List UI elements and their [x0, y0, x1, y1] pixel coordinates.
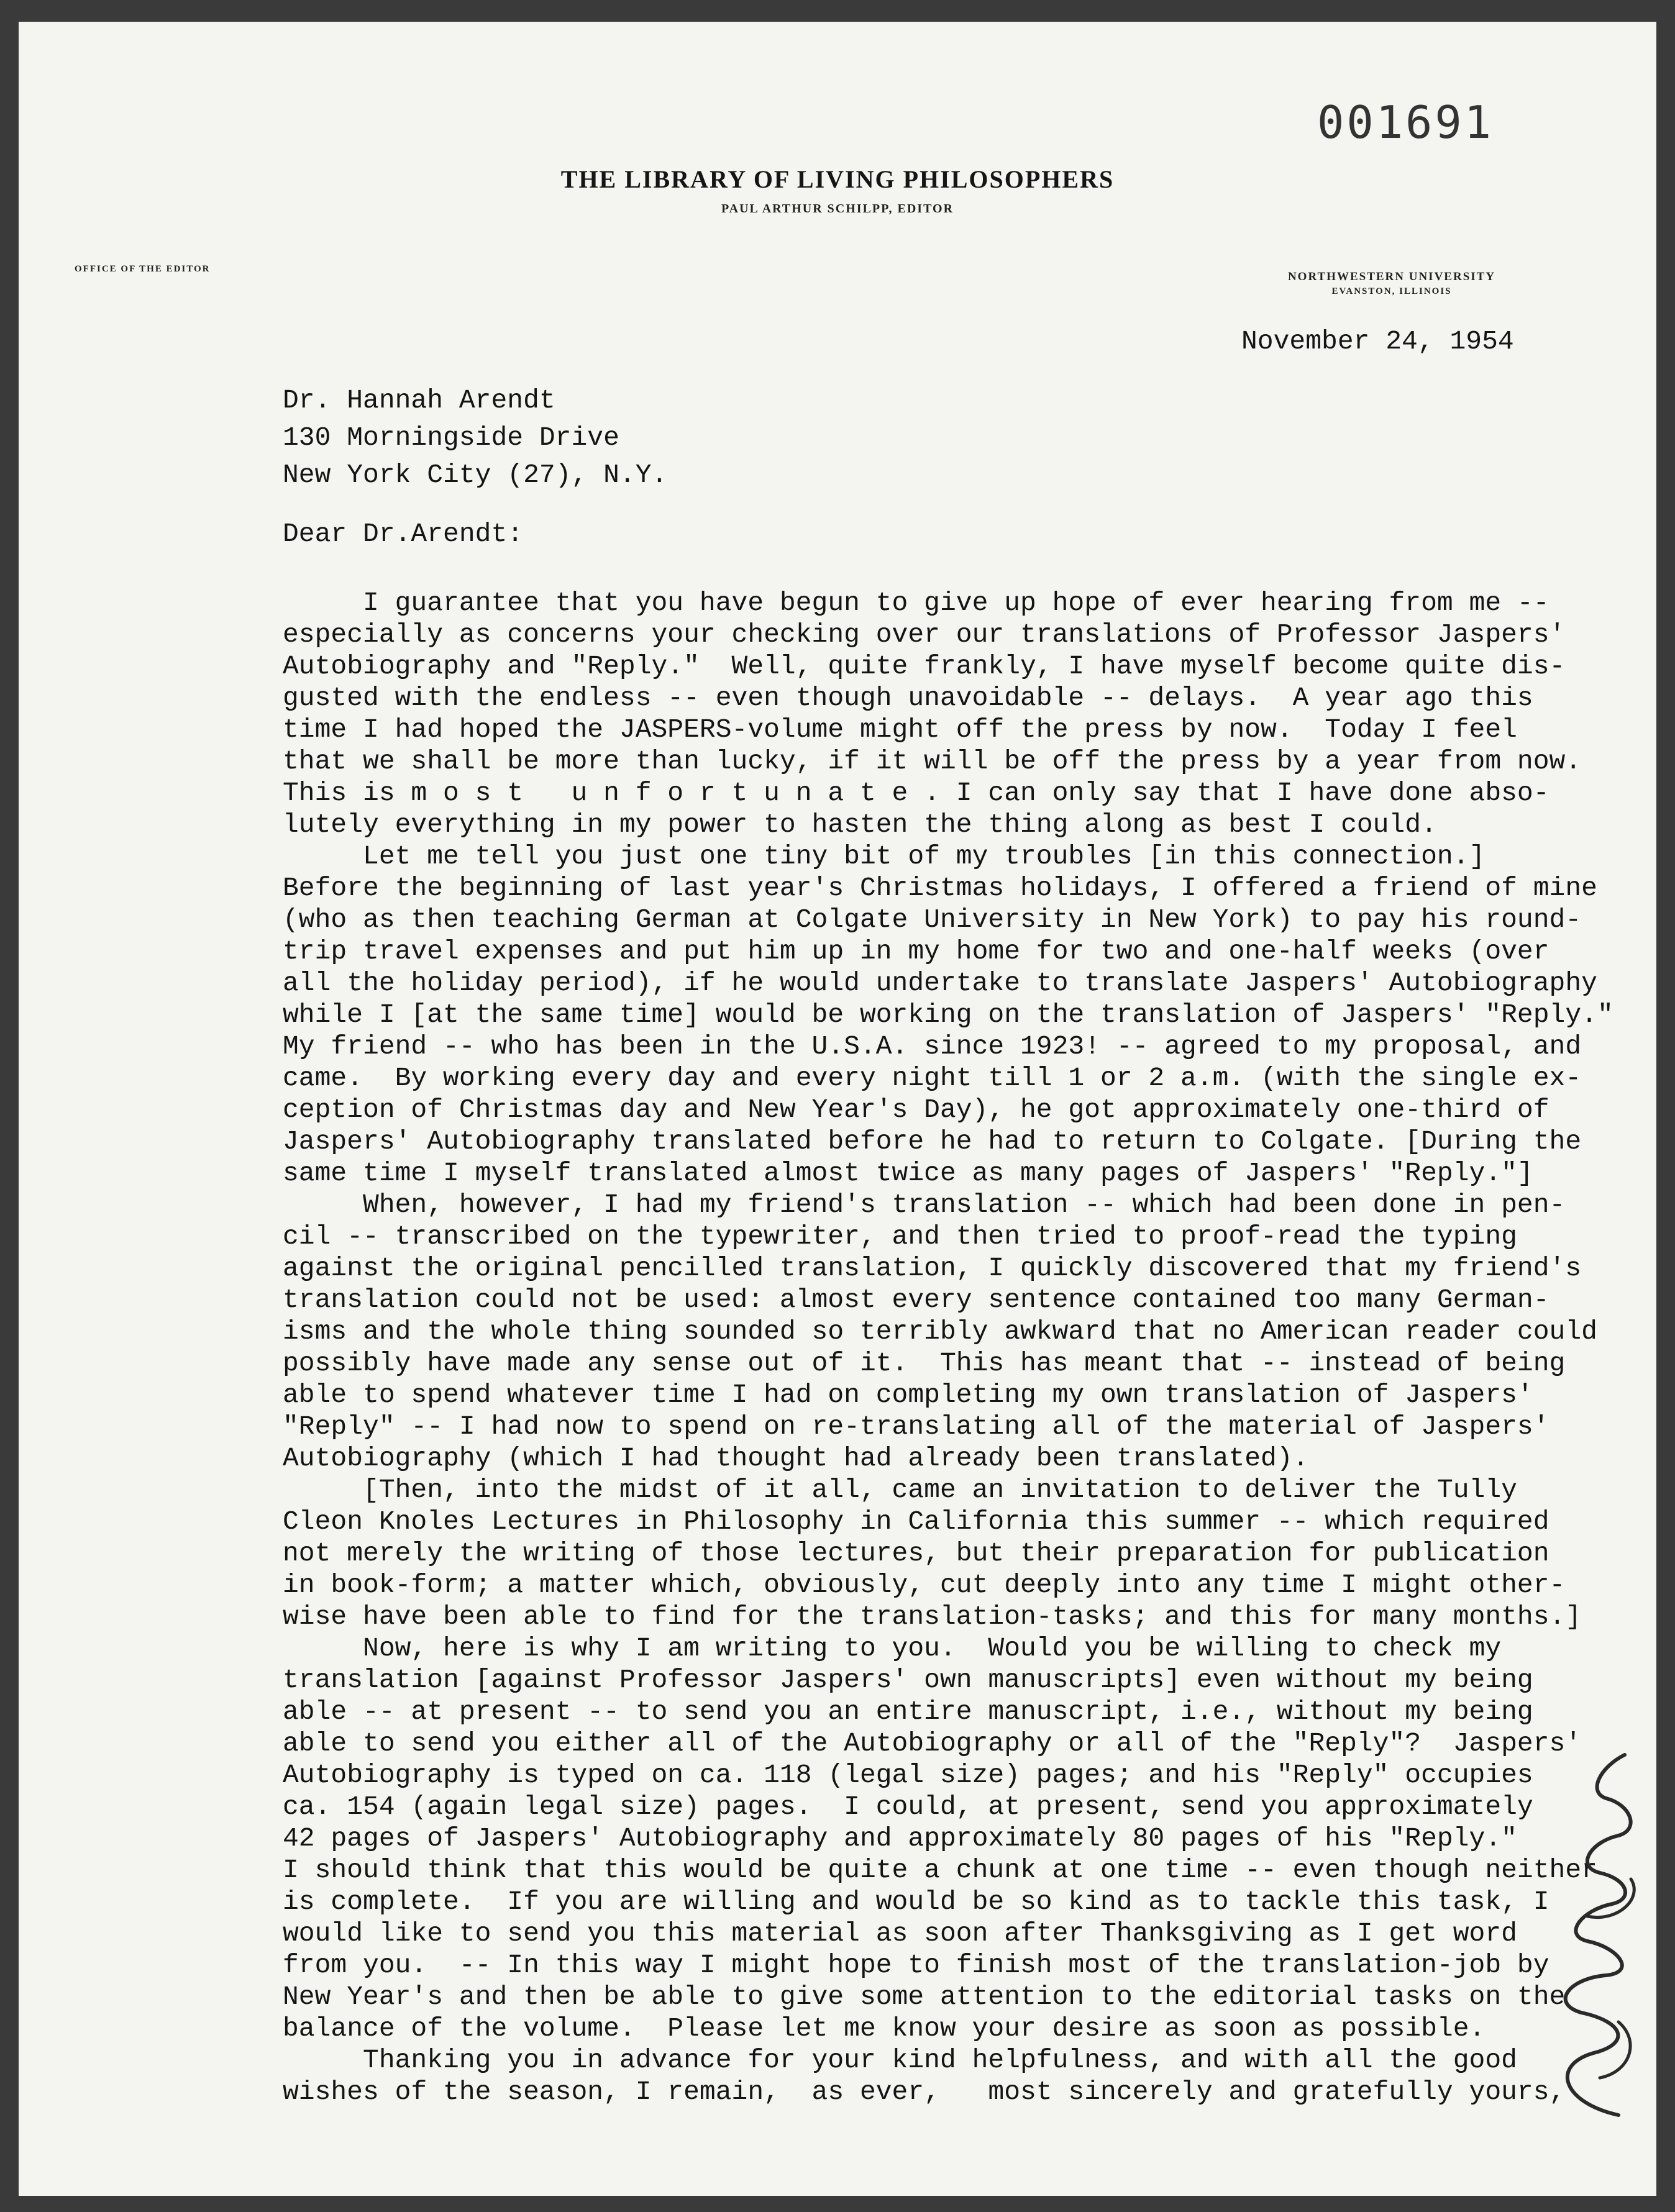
body-line: Before the beginning of last year's Christmas holidays, I offered a friend of mine — [283, 873, 1597, 903]
body-line: I guarantee that you have begun to give up hope of ever hearing from me -- — [283, 588, 1549, 618]
body-line: against the original pencilled translation, I quickly discovered that my friend's — [283, 1253, 1582, 1283]
body-line: Autobiography (which I had thought had already been translated). — [283, 1443, 1309, 1473]
body-line: possibly have made any sense out of it. This has meant that -- instead of being — [283, 1348, 1566, 1378]
body-line: My friend -- who has been in the U.S.A. since 1923! -- agreed to my proposal, and — [283, 1031, 1582, 1062]
body-line: lutely everything in my power to hasten the thing along as best I could. — [283, 809, 1437, 840]
signature-stroke — [1566, 1755, 1631, 2115]
signature — [1525, 1730, 1656, 2128]
letter-date: November 24, 1954 — [1241, 326, 1514, 357]
body-line: balance of the volume. Please let me know your desire as soon as possible. — [283, 2013, 1486, 2044]
body-line: would like to send you this material as soon after Thanksgiving as I get word — [283, 1918, 1517, 1949]
letterhead-city: EVANSTON, ILLINOIS — [1331, 286, 1452, 296]
body-line: New Year's and then be able to give some attention to the editorial tasks on the — [283, 1982, 1566, 2012]
body-line: I should think that this would be quite a chunk at one time -- even though neither — [283, 1855, 1597, 1885]
body-line: Now, here is why I am writing to you. Would you be willing to check my — [283, 1633, 1502, 1664]
body-line: same time I myself translated almost twice as many pages of Jaspers' "Reply."] — [283, 1158, 1533, 1188]
letterhead-title: THE LIBRARY OF LIVING PHILOSOPHERS — [560, 165, 1115, 193]
body-line: while I [at the same time] would be working on the translation of Jaspers' "Reply." — [283, 999, 1613, 1030]
letterhead-university-block — [1230, 270, 1553, 297]
body-line: When, however, I had my friend's translation -- which had been done in pen- — [283, 1190, 1566, 1220]
body-line: Autobiography and "Reply." Well, quite frankly, I have myself become quite dis- — [283, 651, 1566, 681]
body-line: (who as then teaching German at Colgate University in New York) to pay his round- — [283, 904, 1582, 935]
body-line: translation could not be used: almost every sentence contained too many German- — [283, 1285, 1549, 1315]
recipient-line: Dr. Hannah Arendt — [283, 385, 555, 416]
letterhead-office: OFFICE OF THE EDITOR — [75, 264, 211, 274]
body-line: Cleon Knoles Lectures in Philosophy in California this summer -- which required — [283, 1506, 1549, 1537]
body-line: is complete. If you are willing and would be so kind as to tackle this task, I — [283, 1887, 1549, 1917]
body-line: not merely the writing of those lectures, but their preparation for publication — [283, 1538, 1549, 1568]
body-line: wishes of the season, I remain, as ever, most sincerely and gratefully yours, — [283, 2077, 1566, 2107]
letterhead-editor: PAUL ARTHUR SCHILPP, EDITOR — [721, 202, 954, 216]
body-line: in book-form; a matter which, obviously, cut deeply into any time I might other- — [283, 1570, 1566, 1600]
letter-body — [283, 587, 1613, 2108]
body-line: "Reply" -- I had now to spend on re-translating all of the material of Jaspers' — [283, 1411, 1549, 1442]
recipient-line: New York City (27), N.Y. — [283, 460, 668, 490]
body-line: wise have been able to find for the translation-tasks; and this for many months.] — [283, 1601, 1582, 1632]
recipient-line: 130 Morningside Drive — [283, 422, 619, 453]
body-line: gusted with the endless -- even though unavoidable -- delays. A year ago this — [283, 683, 1533, 713]
body-line: translation [against Professor Jaspers' own manuscripts] even without my being — [283, 1665, 1533, 1695]
body-line: especially as concerns your checking over our translations of Professor Jaspers' — [283, 619, 1566, 650]
body-line: ception of Christmas day and New Year's Day), he got approximately one-third of — [283, 1095, 1549, 1125]
body-line: able to spend whatever time I had on completing my own translation of Jaspers' — [283, 1380, 1533, 1410]
body-line: Jaspers' Autobiography translated before he had to return to Colgate. [During the — [283, 1126, 1582, 1157]
document-number: 001691 — [1317, 96, 1494, 148]
body-line: 42 pages of Jaspers' Autobiography and approximately 80 pages of his "Reply." — [283, 1823, 1517, 1854]
body-line: ca. 154 (again legal size) pages. I could, at present, send you approximately — [283, 1791, 1533, 1822]
body-line: This is m o s t u n f o r t u n a t e . I can only say that I have done abso- — [283, 778, 1549, 808]
letter-page — [19, 22, 1656, 2196]
body-line: came. By working every day and every night till 1 or 2 a.m. (with the single ex- — [283, 1063, 1582, 1093]
body-line: time I had hoped the JASPERS-volume might off the press by now. Today I feel — [283, 714, 1517, 745]
recipient-address — [283, 382, 667, 494]
body-line: Let me tell you just one tiny bit of my troubles [in this connection.] — [283, 841, 1486, 872]
body-line: all the holiday period), if he would undertake to translate Jaspers' Autobiography — [283, 968, 1597, 998]
letterhead-university: NORTHWESTERN UNIVERSITY — [1287, 270, 1496, 283]
body-line: Thanking you in advance for your kind helpfulness, and with all the good — [283, 2045, 1517, 2075]
body-line: able -- at present -- to send you an entire manuscript, i.e., without my being — [283, 1696, 1533, 1727]
salutation: Dear Dr.Arendt: — [283, 519, 524, 549]
body-line: from you. -- In this way I might hope to finish most of the translation-job by — [283, 1950, 1549, 1980]
body-line: trip travel expenses and put him up in my home for two and one-half weeks (over — [283, 936, 1549, 967]
body-line: [Then, into the midst of it all, came an invitation to deliver the Tully — [283, 1475, 1517, 1505]
body-line: isms and the whole thing sounded so terribly awkward that no American reader could — [283, 1316, 1597, 1347]
body-line: cil -- transcribed on the typewriter, and then tried to proof-read the typing — [283, 1221, 1517, 1252]
body-line: that we shall be more than lucky, if it will be off the press by a year from now. — [283, 746, 1582, 776]
body-line: able to send you either all of the Autobiography or all of the "Reply"? Jaspers' — [283, 1728, 1582, 1759]
body-line: Autobiography is typed on ca. 118 (legal size) pages; and his "Reply" occupies — [283, 1760, 1533, 1790]
